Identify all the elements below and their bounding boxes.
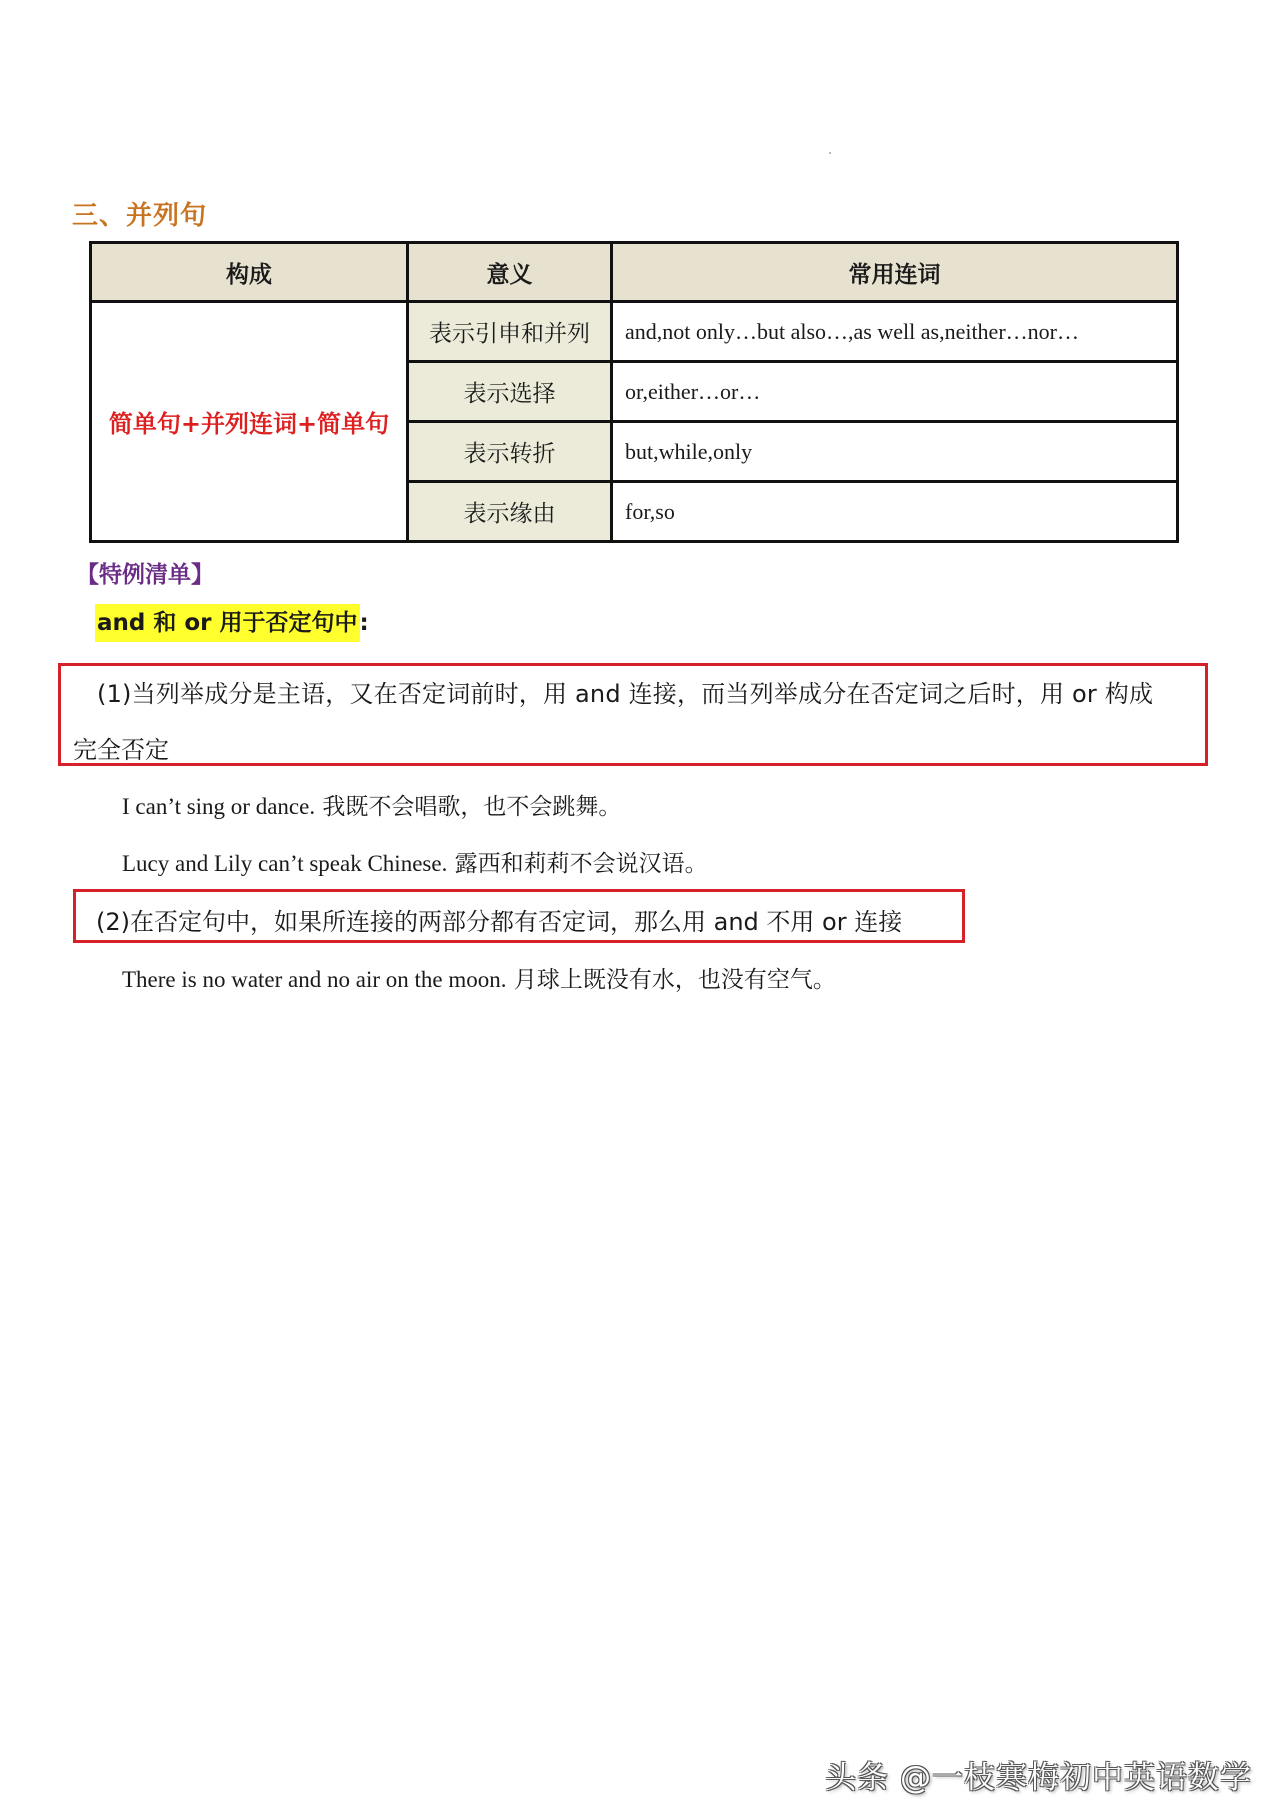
table-row — [91, 302, 1178, 362]
example-english: Lucy and Lily can’t speak Chinese. — [122, 851, 448, 876]
example-chinese: 露西和莉莉不会说汉语。 — [454, 851, 708, 877]
example-english: I can’t sing or dance. — [122, 794, 316, 819]
example-chinese: 月球上既没有水，也没有空气。 — [513, 967, 836, 993]
example-sentence — [122, 788, 621, 821]
rule-1-line-1: (1)当列举成分是主语，又在否定词前时，用 and 连接，而当列举成分在否定词之后时，用 or 构成 — [97, 680, 1154, 708]
conjunction-cell: or,either…or… — [612, 362, 1178, 422]
meaning-cell: 表示缘由 — [408, 482, 612, 542]
conjunction-table — [89, 241, 1179, 543]
section-title: 三、并列句 — [72, 201, 208, 231]
special-list-label: 【特例清单】 — [76, 562, 214, 588]
meaning-cell: 表示选择 — [408, 362, 612, 422]
conjunction-cell: for,so — [612, 482, 1178, 542]
header-meaning: 意义 — [408, 243, 612, 302]
table-header-row — [91, 243, 1178, 302]
composition-cell: 简单句+并列连词+简单句 — [91, 302, 408, 542]
rule-2-box — [73, 889, 965, 943]
subheading — [95, 604, 369, 637]
rule-1-box — [58, 663, 1208, 766]
example-sentence — [122, 961, 836, 994]
header-composition: 构成 — [91, 243, 408, 302]
example-english: There is no water and no air on the moon. — [122, 967, 507, 992]
highlighted-subheading: and 和 or 用于否定句中 — [95, 604, 360, 642]
example-chinese: 我既不会唱歌，也不会跳舞。 — [322, 794, 622, 820]
conjunction-cell: but,while,only — [612, 422, 1178, 482]
watermark: 头条 @一枝寒梅初中英语数学 — [825, 1760, 1252, 1796]
rule-2-line-1: (2)在否定句中，如果所连接的两部分都有否定词，那么用 and 不用 or 连接 — [96, 908, 903, 936]
speck — [829, 152, 831, 154]
subheading-colon: : — [359, 610, 369, 636]
meaning-cell: 表示引申和并列 — [408, 302, 612, 362]
header-conjunctions: 常用连词 — [612, 243, 1178, 302]
rule-1-line-2: 完全否定 — [73, 736, 169, 764]
conjunction-cell: and,not only…but also…,as well as,neither…nor… — [612, 302, 1178, 362]
meaning-cell: 表示转折 — [408, 422, 612, 482]
example-sentence — [122, 845, 708, 878]
